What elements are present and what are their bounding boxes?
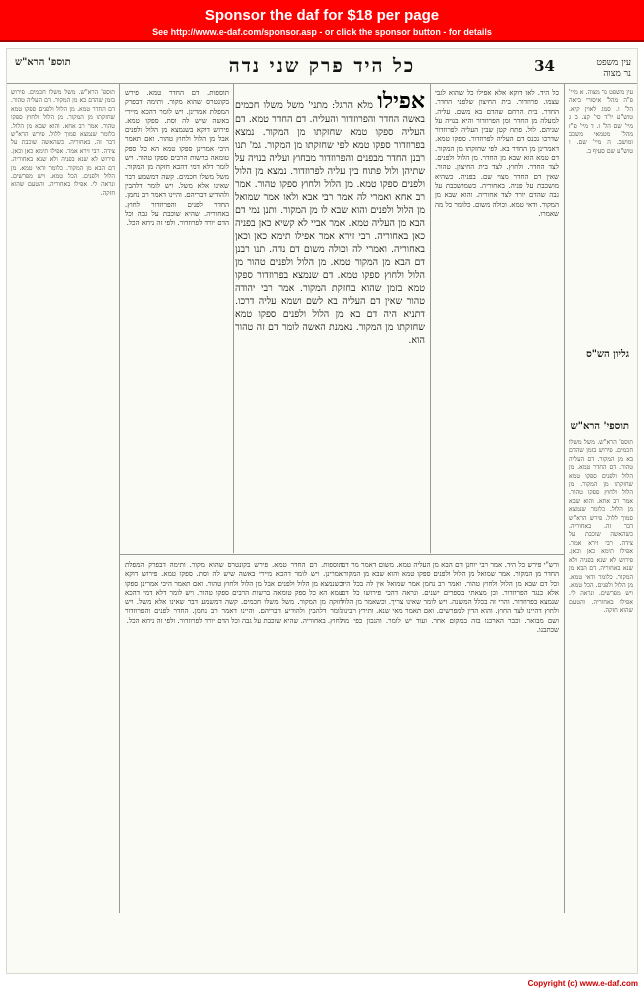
main-block-bottom-rule bbox=[119, 554, 565, 555]
page-header bbox=[7, 55, 637, 81]
banner-title: Sponsor the daf for $18 per page bbox=[204, 7, 440, 24]
tosafot-text: תוספות. דם החדר טמא. פירש בקונטרס שהוא מקור. ותימה דבפרק המפלת אמרינן. ויש לומר דהכא מיירי באשה שיש לה וסת. ספקו טמא. פירוש דוקא בשנמצא מן הלול ולפנים אבל מן הלול ולחוץ טהור. ואם תאמר היכי אמרינן ספקו טמא הא כל ספק טומאה ברשות הרבים ספקו טהור. ויש לומר דלא דמי דהכא חזקה מן המקור. משל משלו חכמים. קשה דמשמע דבר שאינו אלא משל. ויש לומר דלהבין ולהודיע דבריהם. והיינו דאמר רב נחמן. החדר לפנים והפרוזדור לחוץ. באחוריה. שהיא שוכבת על גבה וכל הדם יורד לפרוזדור. ולפי זה ניחא הכל. bbox=[125, 89, 229, 228]
column-rule-center-left bbox=[233, 83, 234, 553]
lower-commentary-left bbox=[125, 561, 343, 911]
copyright-link[interactable]: Copyright (c) www.e-daf.com bbox=[527, 979, 638, 988]
ein-mishpat-text: עין משפט נר מצוה. א מיי' פ"ה מהל' איסורי ביאה הל' ו. סמג לאוין קיא. טוש"ע יו"ד סי' קצ. ב ג מיי' שם הל' ז. ד מיי' פ"ז מהל' מטמאי משכב ומושב. ה מיי' שם. ו טוש"ע שם סעיף ב. bbox=[569, 89, 633, 155]
rashi-text: כל היד. לאו דוקא אלא אפילו כל שהוא לגבי עצמו. פרוזדור. בית החיצון שלפני החדר. החדר. בית הרחם שהדם בא משם. עליה. למעלה מן החדר ומן הפרוזדור והיא בנויה על שניהם. לול. פתח קטן שבין העליה לפרוזדור שדרכו נכנס דם העליה לפרוזדור. ספקו טמא. דאמרינן מן החדר בא. לפי שחזקתו מן המקור. דם טמא הוא שבא מן החדר. מן הלול ולפנים. לצד החדר. ולחוץ. לצד בית החיצון. טהור. שאין דם החדר מצוי שם. בפניה. כשהיא מושכבת על פניה. באחוריה. כשמושכבת על גבה שהדם יורד לצד אחוריה. והוא שבא מן המקור. ודאי טמא. וכולה משום. כלומר כל מה שאמרו. bbox=[435, 89, 559, 218]
gemara-opening-word: אפילו bbox=[377, 89, 425, 114]
talmud-page bbox=[6, 48, 638, 974]
left-commentary-text: תוספ' הרא"ש. משל משלו חכמים. פירוש בזמן שהדם בא מן המקור. דם העליה טהור. דם החדר טמא. מן הלול ולפנים ספקו טמא שחזקתו מן המקור. מן הלול ולחוץ ספקו טהור. אמר רב אחא. והוא שבא מן הלול. כלומר שנמצא סמוך ללול. פירש הרא"ש דבר זה. באחוריה. כשהאשה שוכבת על צידה. רבי זירא אמר. אפילו תימא כאן וכאן. פירוש לא שנא בפניה ולא שנא באחוריה. דם הבא מן המקור. כלומר ודאי טמא. מן הלול ולפנים. הכל טמא. ויש מפרשים. ונראה לי. אפילו באחוריה. והטעם שהוא חזקה. bbox=[11, 89, 115, 197]
column-rule-center-right bbox=[430, 83, 431, 553]
rashi-column bbox=[435, 89, 559, 549]
lower-commentary-right-text: ורש"י פירש כל היד. אמר רבי יוחנן דם הבא מן העליה טמא. משום דאמר מר דם החדר מן המקור. אמר שמואל מן הלול ולפנים ספקו טמא והוא שבא מן המקור. וכל דם שבא מן הלול ולחוץ טהור. ואמר רב נחמן אמר שמואל אין לה בכל היד אלא כנגד הפרוזדור. וכן מצאתי בספרים ישנים. ונראה דהכי פירושו כל דם שנמצא בפרוזדור. והרי זה בכלל המשנה. ויש לומר שאינו צריך. וכשאמר מן הלול ולחוץ דהיינו לצד החוץ. והוא הדין למפרשים. ואם תאמר מאי שנא. ותירץ רבינו. ושם מבואר. וכבר הארכנו בזה במקום אחר. ועוד יש לומר. והנכון כפי מה שכתבנו. bbox=[341, 561, 559, 635]
column-rule-right bbox=[564, 83, 565, 913]
ein-mishpat-header: עין משפט נר מצוה bbox=[596, 58, 631, 79]
left-commentary-column bbox=[11, 89, 115, 909]
tosafot-harosh-header: תוספ' הרא"ש bbox=[15, 57, 71, 68]
ein-mishpat-column bbox=[569, 89, 633, 269]
right-margin-lower-text: תוספ' הרא"ש. משל משלו חכמים. פירוש בזמן שהדם בא מן המקור. דם העליה טהור. דם החדר טמא. מן הלול ולפנים ספקו טמא שחזקתו מן המקור. מן הלול ולחוץ ספקו טהור. אמר רב אחא. והוא שבא מן הלול. כלומר שנמצא סמוך ללול. פירש הרא"ש דבר זה. באחוריה. כשהאשה שוכבת על צידה. רבי זירא אמר. אפילו תימא כאן וכאן. פירוש לא שנא בפניה ולא שנא באחוריה. דם הבא מן המקור. כלומר ודאי טמא. מן הלול ולפנים. הכל טמא. ויש מפרשים. ונראה לי. אפילו באחוריה. והטעם שהוא חזקה. bbox=[569, 439, 633, 615]
page-number: 34 bbox=[534, 57, 555, 75]
gemara-text: מלא הרגל: מתני' משל משלו חכמים באשה החדר והפרוזדור והעליה. דם החדר טמא. דם העליה ספקו טמא שחזקתו מן המקור. נמצא בפרוזדור ספקו טמא לפי שחזקתו מן המקור. גמ' תנו רבנן החדר מבפנים והפרוזדור מבחוץ ועליה בנויה על שתיהן ולול פתוח בין עליה לפרוזדור. נמצא מן הלול ולפנים ספקו טמא. מן הלול ולחוץ ספקו טהור. אמר רב אחא ואמרי לה אמר רבי אבא ולאו אמר שמואל מן הלול ולפנים והוא שבא לו מן המקור. ותנן נמי דם הבא מן העליה טמא. אמר אביי לא קשיא כאן בפניה כאן באחוריה. רבי זירא אמר אפילו תימא כאן וכאן באחוריה. ואמרי לה וכולה משום דם נדה. תנו רבנן דם הבא מן המקור טמא. מן הלול ולפנים טהור מן הלול ולחוץ ספקו טמא. דם שנמצא בפרוזדור ספקו טמא בזמן שהוא בחזקת המקור. אמר רבי יהודה טהור שאין דם העליה בא לשם ושמא עליה דרכו. דתניא היה דם בא מן הלול ולפנים ספקו טמא שחזקתו מן המקור. נאמנת האשה לומר דם זה טהור הוא. bbox=[235, 100, 425, 346]
sponsor-banner[interactable] bbox=[0, 0, 644, 42]
gilyon-hashas-label: גליון הש"ס bbox=[586, 349, 629, 360]
tosafot-column bbox=[125, 89, 229, 549]
lower-commentary-right bbox=[341, 561, 559, 911]
right-tosafot-harosh-label: תוספי' הרא"ש bbox=[570, 421, 629, 432]
header-rule bbox=[7, 83, 637, 84]
gemara-column bbox=[235, 89, 425, 549]
tractate-header: כל היד פרק שני נדה bbox=[228, 55, 416, 77]
banner-subtitle[interactable]: See http://www.e-daf.com/sponsor.asp - or click the sponsor button - for details bbox=[152, 27, 492, 37]
lower-commentary-left-text: תוספות. דם החדר טמא. פירש בקונטרס שהוא מקור. ותימה דבפרק המפלת אמרינן. ויש לומר דהכא מיירי באשה שיש לה וסת. ספקו טמא. פירוש דוקא בשנמצא מן הלול ולפנים אבל מן הלול ולחוץ טהור. ואם תאמר היכי אמרינן ספקו טמא הא כל ספק טומאה ברשות הרבים ספקו טהור. ויש לומר דלא דמי דהכא חזקה מן המקור. משל משלו חכמים. קשה דמשמע דבר שאינו אלא משל. ויש לומר דלהבין ולהודיע דבריהם. והיינו דאמר רב נחמן. החדר לפנים והפרוזדור לחוץ. באחוריה. שהיא שוכבת על גבה וכל הדם יורד לפרוזדור. ולפי זה ניחא הכל. bbox=[125, 561, 343, 625]
column-rule-left bbox=[119, 83, 120, 913]
gemara-paragraph bbox=[235, 89, 425, 347]
right-margin-lower-column bbox=[569, 439, 633, 909]
